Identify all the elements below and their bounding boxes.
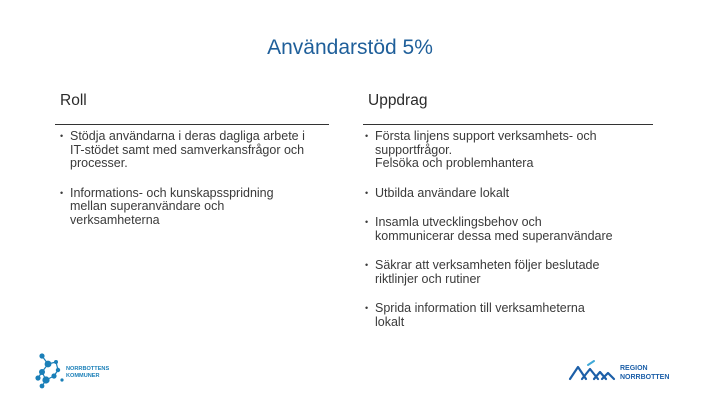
list-item: • Första linjens support verksamhets- och supportfrågor. Felsöka och problemhantera [365, 130, 665, 171]
list-item: • Insamla utvecklingsbehov och kommunicerar dessa med superanvändare [365, 216, 665, 243]
page-title: Användarstöd 5% [267, 36, 433, 59]
column-heading-roll: Roll [60, 92, 87, 109]
right-divider [363, 124, 653, 125]
logo-right-line1: REGION [620, 365, 648, 372]
column-heading-uppdrag: Uppdrag [368, 92, 428, 109]
list-item: • Sprida information till verksamheterna lokalt [365, 302, 665, 329]
logo-left-line2: KOMMUNER [66, 373, 100, 379]
wave-accent-icon [588, 361, 594, 365]
waves-icon [570, 367, 614, 379]
network-dots-icon [35, 353, 63, 388]
list-item: • Säkrar att verksamheten följer beslutade riktlinjer och rutiner [365, 259, 665, 286]
region-norrbotten-logo [568, 357, 688, 387]
roll-list [60, 130, 350, 227]
list-item: • Informations- och kunskapsspridning mellan superanvändare och verksamheterna [60, 187, 350, 228]
list-item: • Utbilda användare lokalt [365, 187, 665, 201]
logo-right-line2: NORRBOTTEN [620, 374, 670, 381]
logo-left-line1: NORRBOTTENS [66, 366, 110, 372]
left-divider [55, 124, 329, 125]
uppdrag-list [365, 130, 665, 329]
list-item: • Stödja användarna i deras dagliga arbete i IT-stödet samt med samverkansfrågor och processer. [60, 130, 350, 171]
norrbottens-kommuner-logo [34, 350, 134, 390]
